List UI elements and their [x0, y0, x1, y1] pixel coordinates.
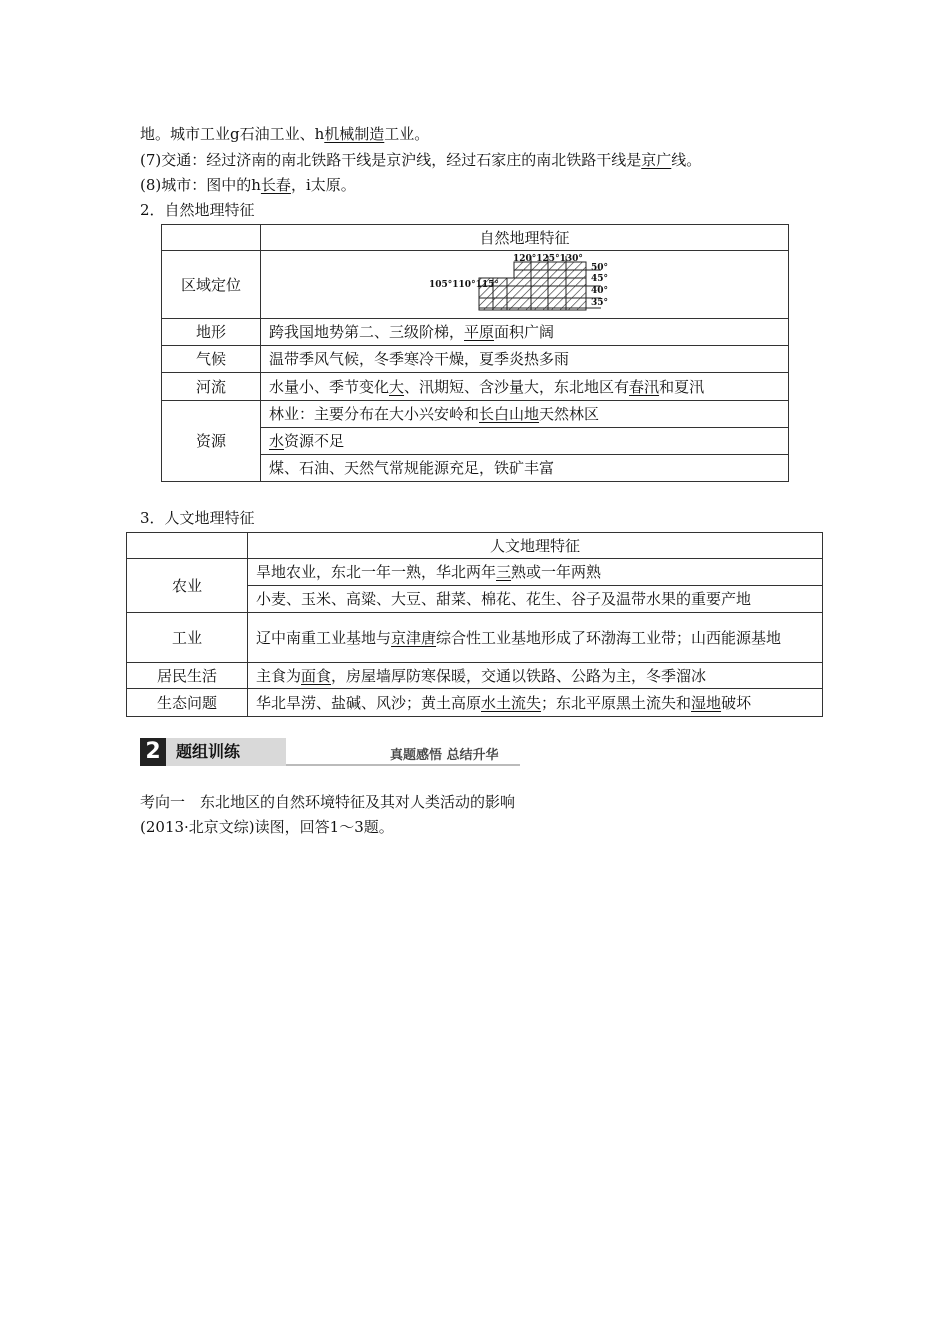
row-label: 河流 [162, 373, 261, 401]
row-label: 区域定位 [162, 251, 261, 319]
agri-cell [248, 559, 823, 586]
answer-blank: 水土流失 [481, 693, 542, 712]
section3-heading: 3．人文地理特征 [140, 509, 255, 527]
banner-title: 题组训练 [166, 738, 286, 766]
answer-blank: 京广 [641, 151, 672, 169]
terrain-cell [261, 319, 789, 346]
location-grid-map [261, 252, 781, 318]
text: 华北旱涝、盐碱、风沙；黄土高原 [256, 693, 482, 712]
text: (8)城市：图中的h [140, 176, 261, 194]
header-empty [162, 225, 261, 251]
answer-blank: 长春 [260, 176, 291, 194]
text: (7)交通：经过济南的南北铁路干线是京沪线，经过石家庄的南北铁路干线是 [140, 151, 642, 169]
text: 综合性工业基地形成了环渤海工业带；山西能源基地 [436, 628, 782, 647]
row-label: 工业 [127, 613, 248, 663]
table-header: 人文地理特征 [248, 533, 823, 559]
text: 辽中南重工业基地与 [256, 628, 392, 647]
row-label: 居民生活 [127, 663, 248, 689]
intro-line-3 [140, 175, 356, 195]
text: 破坏 [721, 693, 752, 712]
water-cell [261, 428, 789, 455]
answer-blank: 春汛 [629, 377, 660, 396]
text: 主食为 [256, 666, 302, 685]
banner-rule [286, 764, 520, 766]
human-features-table [126, 532, 823, 717]
text: ；东北平原黑土流失和 [541, 693, 692, 712]
text: 和夏汛 [659, 377, 705, 396]
latitude-label: 50° [591, 262, 609, 273]
climate-cell: 温带季风气候，冬季寒冷干燥，夏季炎热多雨 [261, 346, 789, 373]
text: 旱地农业，东北一年一熟，华北两年 [256, 563, 497, 581]
latitude-label: 40° [591, 285, 609, 296]
text: 工业。 [384, 125, 430, 143]
natural-features-table [161, 224, 789, 482]
answer-blank: 平原 [464, 323, 495, 341]
intro-line-1 [140, 124, 429, 144]
table-header: 自然地理特征 [261, 225, 789, 251]
latitude-label: 35° [591, 297, 609, 308]
energy-cell: 煤、石油、天然气常规能源充足，铁矿丰富 [261, 455, 789, 482]
row-label: 农业 [127, 559, 248, 613]
exercise-prompt: (2013·北京文综)读图，回答1～3题。 [140, 818, 394, 836]
industry-cell [248, 613, 823, 663]
row-label: 气候 [162, 346, 261, 373]
section2-heading: 2．自然地理特征 [140, 201, 255, 219]
header-empty [127, 533, 248, 559]
text: 跨我国地势第二、三级阶梯， [269, 323, 465, 341]
banner-number: 2 [140, 738, 166, 766]
answer-blank: 机械制造 [324, 125, 385, 143]
latitude-label: 45° [591, 273, 609, 284]
text: 资源不足 [284, 432, 345, 450]
banner-subtitle: 真题感悟 总结升华 [390, 748, 499, 763]
answer-blank: 长白山地 [479, 405, 540, 423]
answer-blank: 京津唐 [391, 628, 437, 647]
answer-blank: 面食 [301, 666, 332, 685]
row-label: 地形 [162, 319, 261, 346]
text: ，房屋墙厚防寒保暖，交通以铁路、公路为主，冬季溜冰 [331, 666, 707, 685]
location-map-cell [261, 251, 789, 319]
answer-blank: 三 [496, 563, 512, 581]
row-label: 资源 [162, 401, 261, 482]
text: ，i太原。 [290, 176, 356, 194]
exercise-direction: 考向一 东北地区的自然环境特征及其对人类活动的影响 [140, 793, 516, 811]
text: 熟或一年两熟 [511, 563, 602, 581]
longitude-top-label: 120°125°130° [513, 253, 583, 264]
text: 林业：主要分布在大小兴安岭和 [269, 405, 480, 423]
text: 线。 [671, 151, 702, 169]
text: 面积广阔 [494, 323, 555, 341]
text: 、汛期短、含沙量大，东北地区有 [404, 377, 630, 396]
intro-line-2 [140, 150, 701, 170]
agri-products-cell: 小麦、玉米、高粱、大豆、甜菜、棉花、花生、谷子及温带水果的重要产地 [248, 586, 823, 613]
river-cell [261, 373, 789, 401]
answer-blank: 大 [389, 377, 405, 396]
text: 水量小、季节变化 [269, 377, 390, 396]
exercise-banner [140, 738, 520, 766]
forest-cell [261, 401, 789, 428]
eco-cell [248, 689, 823, 717]
longitude-bottom-label: 105°110°115° [429, 279, 499, 290]
answer-blank: 湿地 [691, 693, 722, 712]
text: 地。城市工业g石油工业、h [140, 125, 325, 143]
text: 天然林区 [539, 405, 600, 423]
life-cell [248, 663, 823, 689]
answer-blank: 水 [269, 432, 285, 450]
row-label: 生态问题 [127, 689, 248, 717]
